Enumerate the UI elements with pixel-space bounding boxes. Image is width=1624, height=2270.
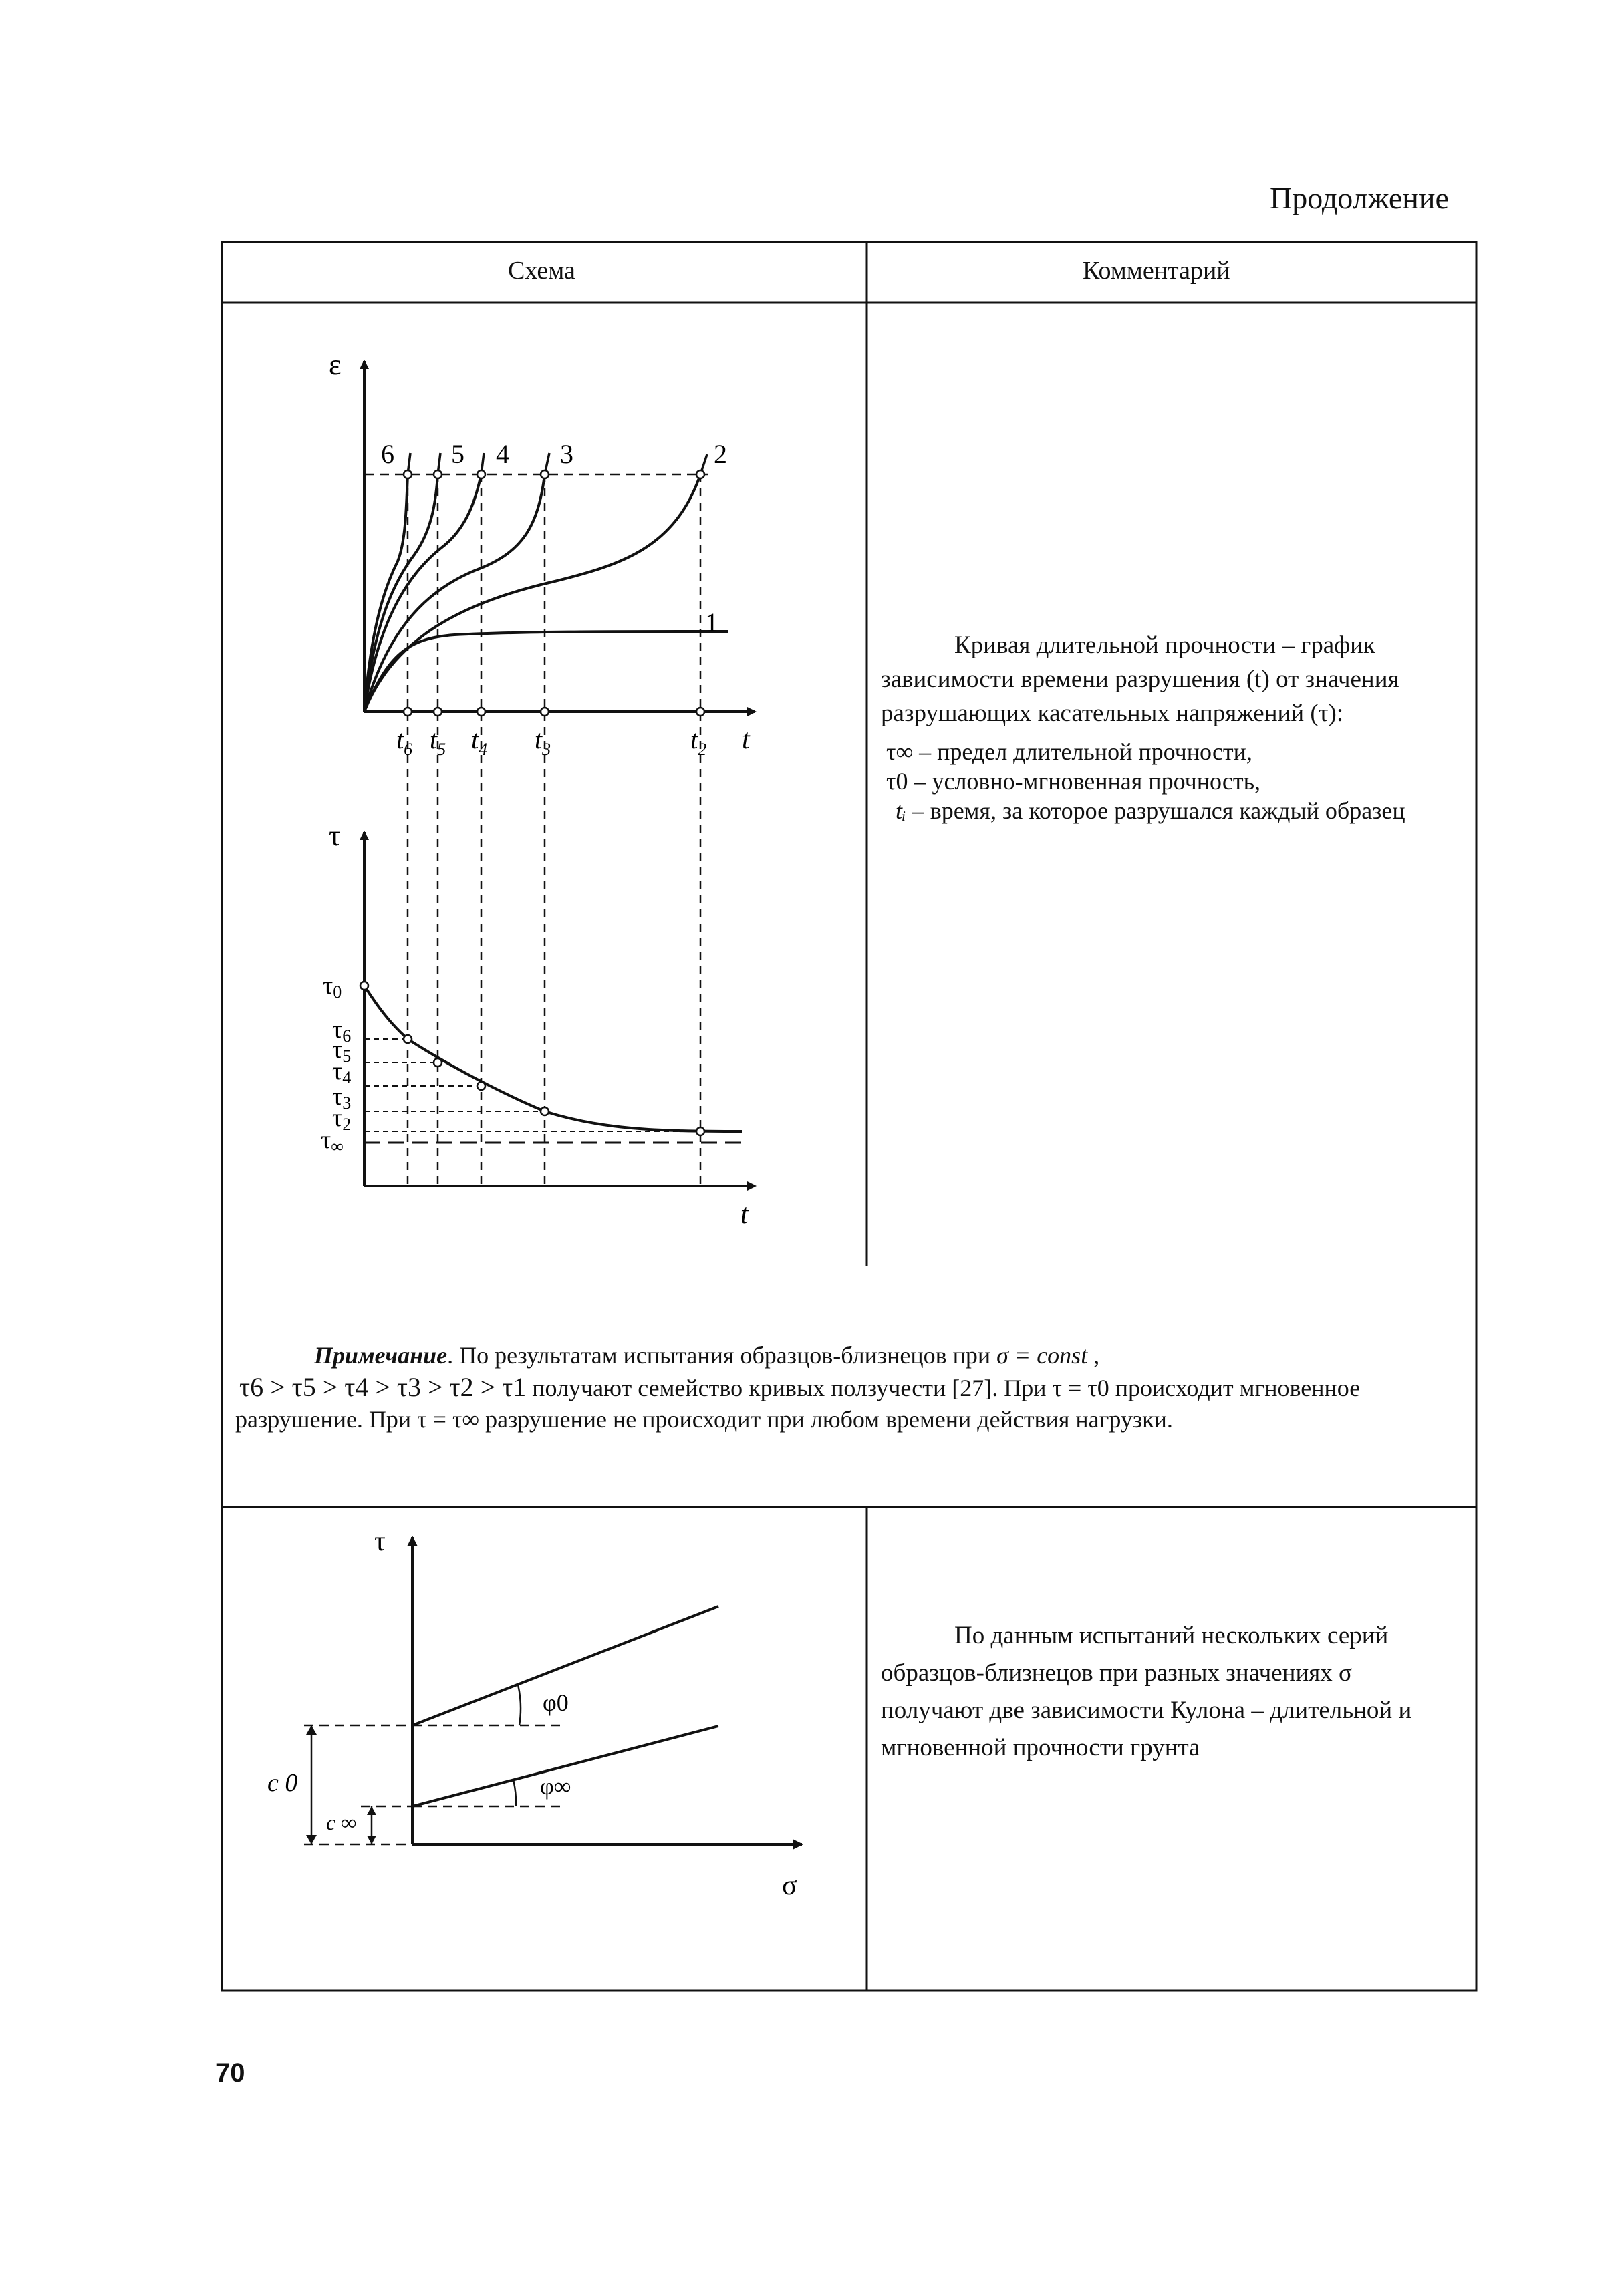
c0-label: c 0 — [267, 1769, 298, 1797]
comment-coulomb — [881, 1617, 1449, 1767]
curve-label-6: 6 — [381, 439, 394, 469]
tick-t2: $t_2$ — [690, 724, 707, 759]
page-number: 70 — [215, 2058, 245, 2088]
epsilon-axis-label: ε — [329, 348, 342, 381]
time-axis-label-lower: t — [740, 1199, 749, 1230]
definition-tau-inf: τ∞ – предел длительной прочности, — [886, 738, 1252, 765]
label-tau-inf: τ∞ — [321, 1126, 344, 1156]
coulomb-sigma-label: σ — [782, 1870, 797, 1901]
tick-t5: $t_5$ — [430, 724, 446, 759]
note-formula: σ = const — [996, 1342, 1088, 1369]
curve-label-2: 2 — [714, 439, 727, 469]
tick-t6: $t_6$ — [396, 724, 413, 759]
note-inequality: τ6 > τ5 > τ4 > τ3 > τ2 > τ1 — [239, 1372, 527, 1402]
continuation-label: Продолжение — [1270, 181, 1449, 215]
note-label: Примечание — [314, 1342, 448, 1369]
note-paragraph: Примечание. По результатам испытания образцов-близнецов при σ = const , τ6 > τ5 > τ4 > τ3 > τ2 > τ1 получают семейство кривых ползучести [27]. При τ = τ0 происходит мгновенное разрушение. При τ = τ∞ разрушение не происходит при любом времени действия нагрузки. — [235, 1342, 1361, 1433]
tau-axis-label: τ — [329, 819, 341, 852]
coulomb-tau-label: τ — [374, 1526, 386, 1557]
curve-label-1: 1 — [705, 607, 718, 637]
table-header-scheme: Схема — [508, 257, 575, 285]
tick-t4: $t_4$ — [471, 724, 488, 759]
curve-label-5: 5 — [451, 439, 464, 469]
curve-label-4: 4 — [496, 439, 509, 469]
comment-coulomb-paragraph: По данным испытаний нескольких серий образцов-близнецов при разных значениях σ получают две зависимости Кулона – длительной и мгновенной прочности грунта — [881, 1622, 1412, 1761]
label-tau2: τ2 — [332, 1104, 352, 1134]
label-tau6: τ6 — [332, 1016, 352, 1046]
comment-paragraph: Кривая длительной прочности – график зависимости времени разрушения (t) от значения разрушающих касательных напряжений (τ): — [881, 631, 1399, 727]
cinf-label: c ∞ — [326, 1810, 357, 1834]
label-tau5: τ5 — [332, 1036, 352, 1066]
table-header-comment: Комментарий — [1083, 257, 1230, 285]
label-tau3: τ3 — [332, 1083, 352, 1113]
label-tau4: τ4 — [332, 1057, 352, 1087]
time-axis-label-upper: t — [742, 724, 750, 755]
definition-ti: tᵢ – время, за которое разрушался каждый образец — [896, 797, 1405, 824]
phi0-arc — [518, 1685, 521, 1725]
phiinf-arc — [513, 1780, 516, 1806]
tick-t3: $t_3$ — [535, 724, 551, 759]
definition-tau0: τ0 – условно-мгновенная прочность, — [886, 768, 1261, 795]
phi0-label: φ0 — [543, 1689, 569, 1716]
curve-label-3: 3 — [560, 439, 573, 469]
phiinf-label: φ∞ — [540, 1773, 571, 1800]
label-tau0: τ0 — [323, 972, 342, 1002]
